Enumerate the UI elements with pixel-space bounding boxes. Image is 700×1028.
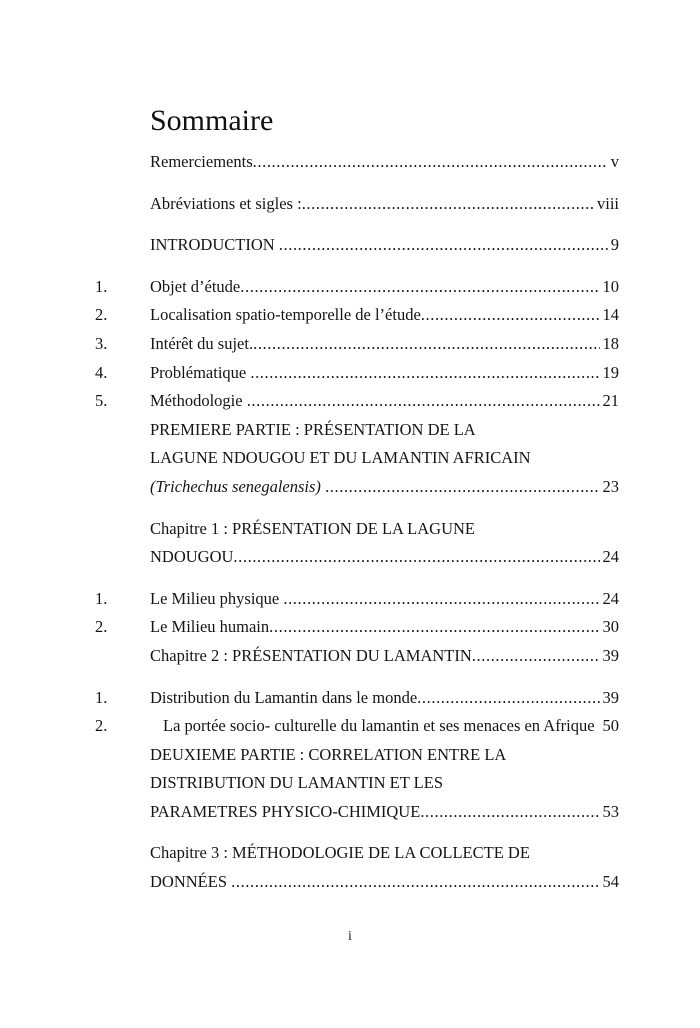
toc-entry-page: 39: [602, 687, 619, 707]
toc-entry-number: 3.: [95, 333, 108, 353]
toc-entry-number: 2.: [95, 716, 108, 736]
toc-entry: [0, 231, 700, 260]
toc-entry-number: 2.: [95, 617, 108, 637]
toc-entry-label: Chapitre 1 : PRÉSENTATION DE LA LAGUNE: [150, 518, 475, 538]
toc-entry: [0, 741, 700, 770]
toc-entry-page: 23: [602, 476, 619, 496]
toc-dot-leader: [420, 798, 599, 827]
toc-entry: [0, 301, 700, 330]
toc-entry-number: 1.: [95, 588, 108, 608]
toc-dot-leader: [421, 301, 600, 330]
toc-entry: [0, 798, 700, 827]
toc-dot-leader: [231, 868, 599, 897]
toc-entry-label: Chapitre 3 : MÉTHODOLOGIE DE LA COLLECTE DE: [150, 843, 530, 863]
toc-entry-label: Chapitre 2 : PRÉSENTATION DU LAMANTIN: [150, 645, 472, 665]
toc-entry-label: Problématique: [150, 362, 251, 382]
toc-entry: [0, 387, 700, 416]
toc-entry-label: DONNÉES: [150, 872, 232, 892]
toc-dot-leader: [233, 543, 599, 572]
toc-dot-leader: [253, 148, 608, 177]
toc-entry-label: Le Milieu humain: [150, 617, 270, 637]
toc-entry-page: 30: [602, 617, 619, 637]
toc-entry-number: 4.: [95, 362, 108, 382]
toc-dot-leader: [325, 473, 599, 502]
toc-entry-page: 24: [602, 588, 619, 608]
toc-entry-label: Objet d’étude: [150, 276, 241, 296]
toc-dot-leader: [250, 359, 599, 388]
toc-entry: [0, 359, 700, 388]
toc-entry-label: Remerciements: [150, 152, 253, 171]
toc-entry-label: Intérêt du sujet.: [150, 333, 254, 353]
toc-entry-label: (Trichechus senegalensis): [150, 476, 326, 496]
toc-entry: [0, 684, 700, 713]
toc-dot-leader: [253, 330, 599, 359]
toc-entry-page: 54: [602, 872, 619, 892]
toc-entry: [0, 769, 700, 798]
toc-entry-label: Localisation spatio-temporelle de l’étude: [150, 305, 421, 325]
toc-entry: [0, 148, 700, 177]
toc-entry-page: v: [610, 152, 619, 171]
toc-entry-label: Méthodologie: [150, 391, 247, 411]
toc-entry-label: La portée socio- culturelle du lamantin et ses menaces en Afrique: [163, 716, 595, 736]
toc-entry: [0, 868, 700, 897]
toc-entry: [0, 444, 700, 473]
toc-entry-number: 1.: [95, 687, 108, 707]
toc-entry-label: INTRODUCTION: [150, 235, 279, 255]
toc-dot-leader: [279, 231, 608, 260]
toc-dot-leader: [269, 613, 599, 642]
toc-entry-page: 53: [602, 801, 619, 821]
toc-entry-label: Le Milieu physique: [150, 588, 284, 608]
toc-entry: [0, 515, 700, 544]
toc-list: [0, 148, 700, 897]
toc-entry: [0, 839, 700, 868]
toc-entry: [0, 416, 700, 445]
toc-dot-leader: [283, 585, 599, 614]
toc-entry-number: 5.: [95, 391, 108, 411]
toc-dot-leader: [302, 190, 594, 219]
toc-entry: [0, 543, 700, 572]
toc-entry-number: 2.: [95, 305, 108, 325]
toc-dot-leader: [240, 273, 599, 302]
toc-entry-page: 18: [602, 333, 619, 353]
toc-entry-page: 24: [602, 547, 619, 567]
page-title: Sommaire: [150, 104, 274, 137]
toc-dot-leader: [472, 642, 600, 671]
toc-entry-label: DISTRIBUTION DU LAMANTIN ET LES: [150, 773, 444, 793]
toc-entry-page: 50: [602, 716, 619, 736]
toc-dot-leader: [247, 387, 600, 416]
toc-entry: [0, 473, 700, 502]
toc-dot-leader: [417, 684, 599, 713]
toc-entry-page: 10: [602, 276, 619, 296]
toc-entry-label: DEUXIEME PARTIE : CORRELATION ENTRE LA: [150, 744, 507, 764]
toc-entry: [0, 585, 700, 614]
toc-entry: [0, 273, 700, 302]
toc-entry: [0, 190, 700, 219]
toc-entry-page: 9: [610, 235, 619, 255]
page-number-footer: i: [348, 929, 352, 944]
toc-entry-label: NDOUGOU: [150, 547, 234, 567]
toc-entry: [0, 330, 700, 359]
toc-entry-page: viii: [596, 193, 619, 213]
toc-entry-label: LAGUNE NDOUGOU ET DU LAMANTIN AFRICAIN: [150, 448, 531, 468]
toc-entry: [0, 712, 700, 741]
toc-entry-page: 19: [602, 362, 619, 382]
toc-entry-number: 1.: [95, 276, 108, 296]
toc-entry-page: 14: [602, 305, 619, 325]
toc-entry-page: 39: [602, 645, 619, 665]
toc-entry: [0, 642, 700, 671]
toc-entry-label: PARAMETRES PHYSICO-CHIMIQUE: [150, 801, 421, 821]
toc-entry-page: 21: [602, 391, 619, 411]
toc-entry-label: Abréviations et sigles :: [150, 193, 302, 213]
toc-entry-label: Distribution du Lamantin dans le monde: [150, 687, 418, 707]
toc-entry-label: PREMIERE PARTIE : PRÉSENTATION DE LA: [150, 419, 476, 439]
toc-entry: [0, 613, 700, 642]
